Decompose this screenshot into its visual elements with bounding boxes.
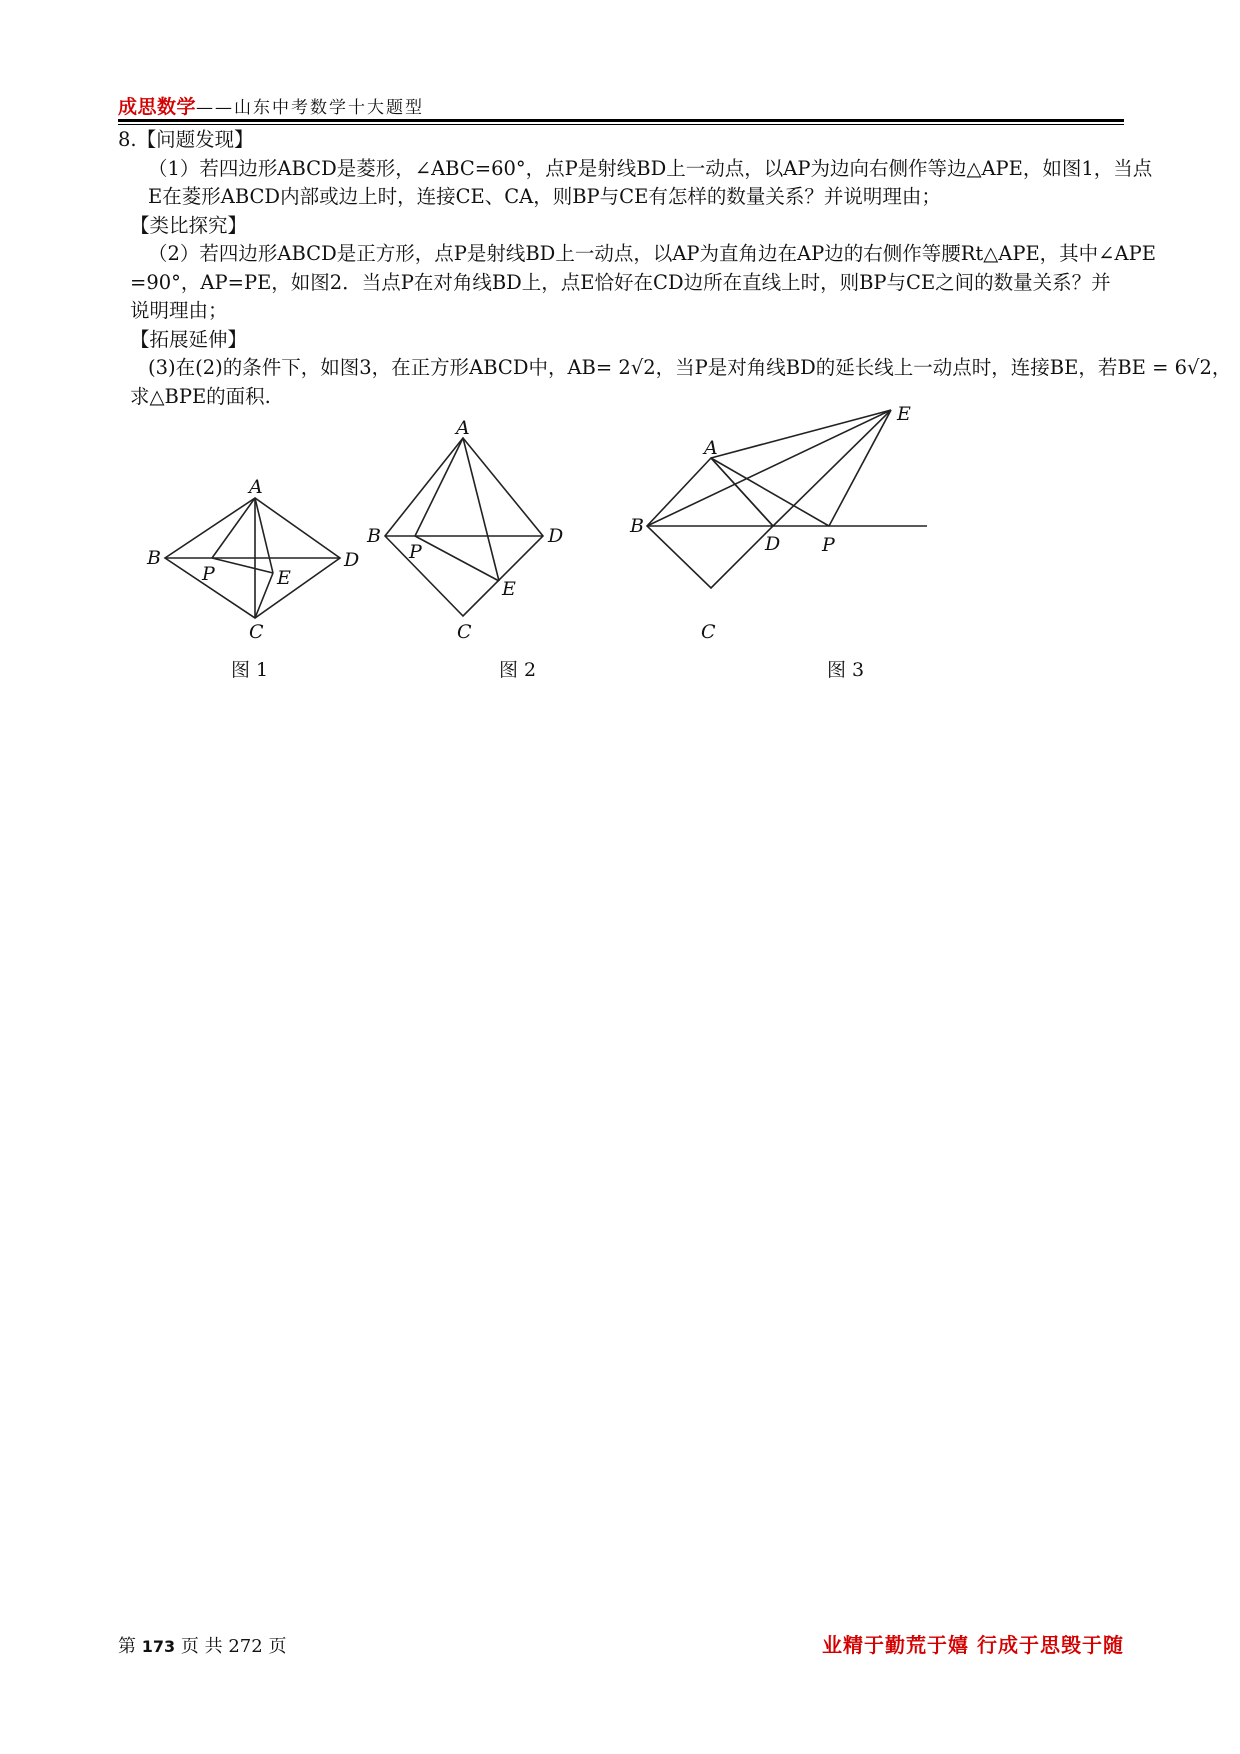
fig2-label-p: P bbox=[409, 541, 422, 563]
part1-line2: E在菱形ABCD内部或边上时，连接CE、CA，则BP与CE有怎样的数量关系？并说明理由； bbox=[148, 185, 941, 208]
fig2-square bbox=[385, 438, 543, 616]
part3-line2: 求△BPE的面积. bbox=[130, 384, 271, 408]
problem-heading bbox=[118, 126, 1128, 155]
header-rule-thin bbox=[118, 124, 1124, 125]
problem-body bbox=[118, 126, 1232, 411]
fig3-segment-be bbox=[647, 410, 891, 526]
brand-title: 成思数学 bbox=[118, 96, 197, 118]
fig3-segment-ae bbox=[711, 410, 891, 458]
part3-line1: (3)在(2)的条件下，如图3，在正方形ABCD中，AB= 2√2，当P是对角线BD的延长线上一动点时，连接BE，若BE = 6√2， bbox=[148, 356, 1232, 379]
fig3-segment-pe bbox=[829, 410, 891, 526]
fig1-caption: 图 1 bbox=[231, 659, 269, 681]
page-header bbox=[118, 92, 1124, 122]
fig3-label-b: B bbox=[630, 515, 644, 537]
fig3-label-d: D bbox=[765, 533, 781, 555]
fig2-label-a: A bbox=[456, 417, 470, 439]
fig2-label-e: E bbox=[502, 578, 516, 600]
section-extend: 【拓展延伸】 bbox=[130, 327, 248, 351]
footer-motto: 业精于勤荒于嬉 行成于思毁于随 bbox=[822, 1633, 1124, 1657]
page-current: 173 bbox=[141, 1637, 176, 1656]
figure-3-lines bbox=[647, 410, 927, 588]
page-prefix: 第 bbox=[118, 1636, 136, 1657]
header-subtitle: ——山东中考数学十大题型 bbox=[196, 98, 424, 118]
fig2-segment-ap bbox=[415, 438, 463, 536]
figures-area bbox=[145, 403, 1045, 688]
fig1-label-b: B bbox=[147, 547, 161, 569]
fig1-label-d: D bbox=[344, 549, 360, 571]
section-discover: 【问题发现】 bbox=[136, 128, 254, 151]
geometry-figures bbox=[145, 403, 1045, 688]
fig3-label-e: E bbox=[897, 403, 911, 425]
fig2-caption: 图 2 bbox=[499, 659, 537, 681]
fig2-label-b: B bbox=[367, 525, 381, 547]
fig3-caption: 图 3 bbox=[827, 659, 865, 681]
part2-line2: =90°，AP=PE，如图2．当点P在对角线BD上，点E恰好在CD边所在直线上时，则BP与CE之间的数量关系？并 bbox=[130, 270, 1111, 294]
fig3-label-a: A bbox=[704, 437, 718, 459]
fig3-label-c: C bbox=[701, 621, 716, 643]
page-suffix: 页 bbox=[268, 1636, 287, 1657]
fig3-square bbox=[647, 458, 773, 588]
figure-2-lines bbox=[385, 438, 543, 616]
section-analogy: 【类比探究】 bbox=[130, 213, 248, 237]
header-rule-thick bbox=[118, 119, 1124, 122]
fig3-segment-de bbox=[773, 410, 891, 526]
page-number bbox=[118, 1632, 286, 1658]
fig2-segment-pe bbox=[415, 536, 499, 581]
fig1-label-a: A bbox=[249, 476, 263, 498]
fig2-label-c: C bbox=[457, 621, 472, 643]
fig1-segment-pe bbox=[212, 558, 273, 573]
fig2-label-d: D bbox=[548, 525, 564, 547]
part2-line3: 说明理由； bbox=[130, 299, 228, 322]
part1-line1: （1）若四边形ABCD是菱形，∠ABC=60°，点P是射线BD上一动点，以AP为边向右侧作等边△APE，如图1，当点 bbox=[148, 156, 1153, 180]
fig1-label-c: C bbox=[249, 621, 264, 643]
page-mid: 页 共 bbox=[180, 1636, 223, 1657]
page-total: 272 bbox=[228, 1636, 263, 1657]
fig3-label-p: P bbox=[822, 534, 835, 556]
fig1-label-e: E bbox=[277, 567, 291, 589]
part2-line1: （2）若四边形ABCD是正方形，点P是射线BD上一动点，以AP为直角边在AP边的右侧作等腰Rt△APE，其中∠APE bbox=[148, 242, 1156, 265]
problem-number: 8. bbox=[118, 128, 137, 151]
fig1-segment-ap bbox=[212, 498, 255, 558]
fig1-label-p: P bbox=[202, 563, 215, 585]
figure-1-lines bbox=[165, 498, 340, 618]
